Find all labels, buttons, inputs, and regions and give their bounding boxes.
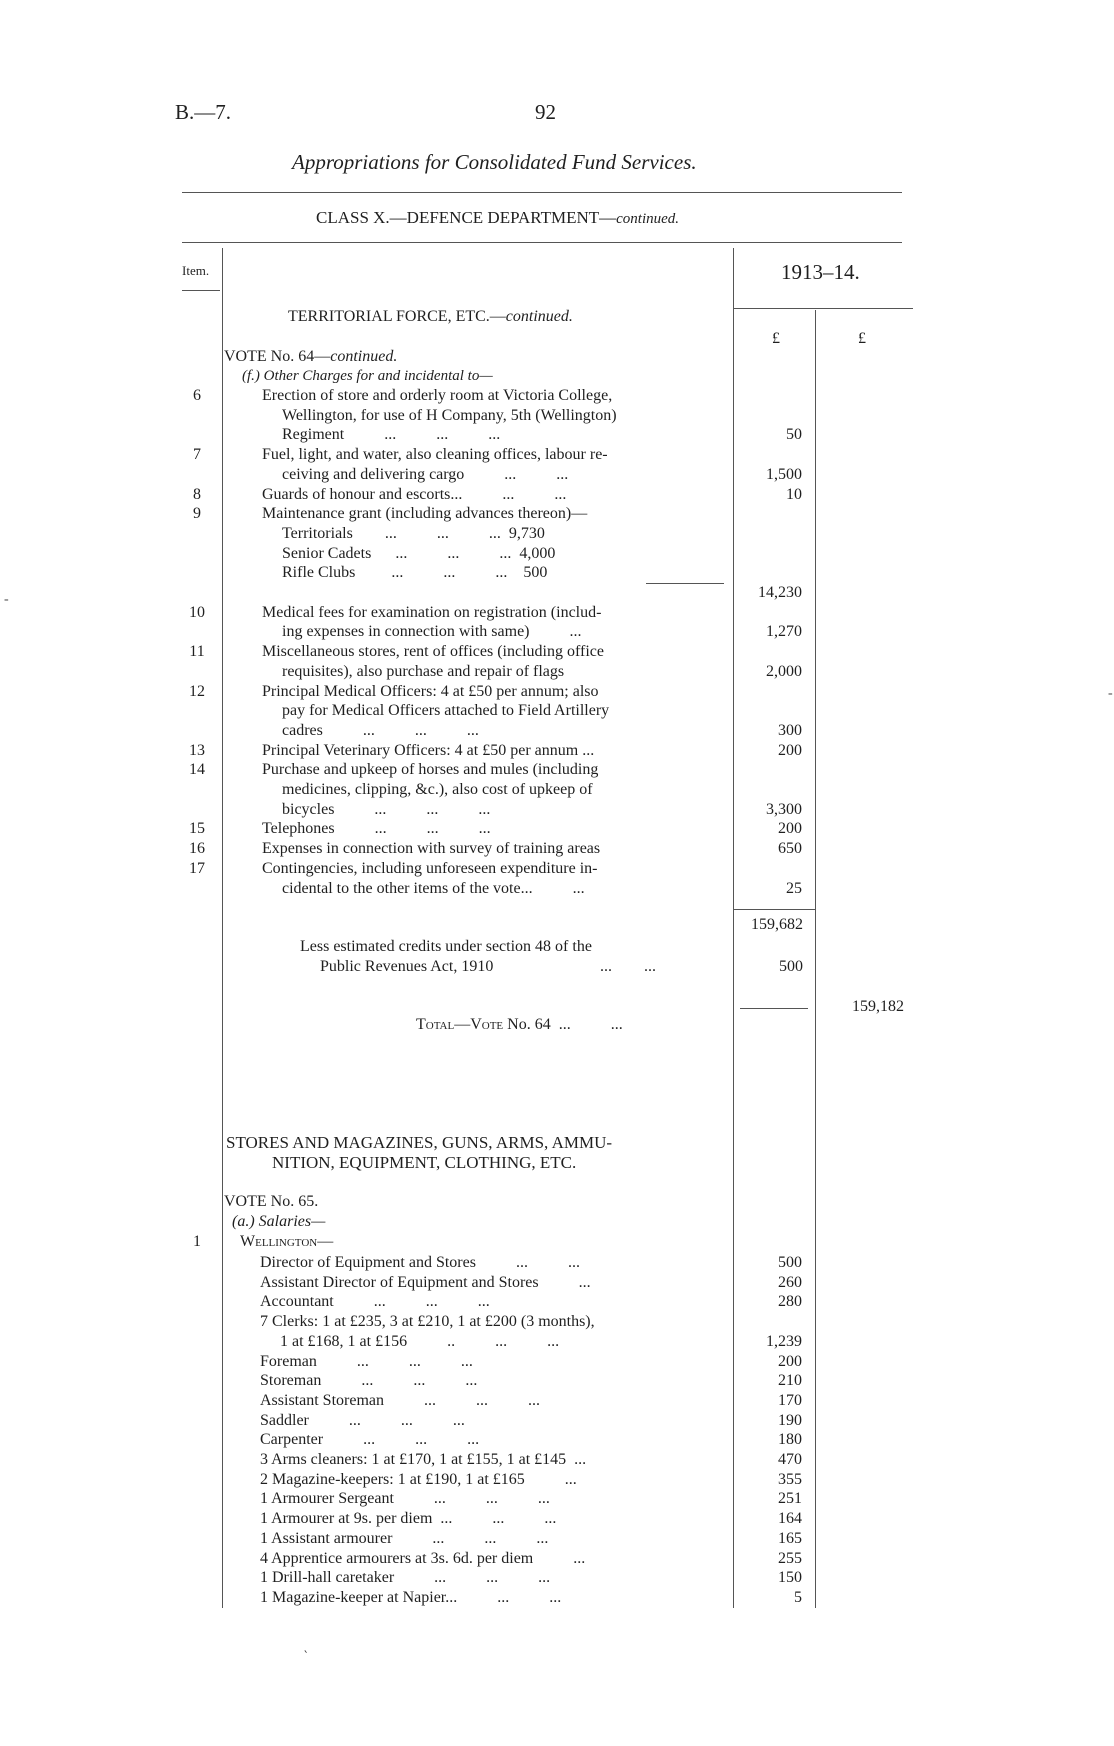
item-number: 15	[189, 820, 205, 838]
table-row	[0, 622, 1114, 642]
table-row	[0, 1371, 1114, 1391]
row-description: Expenses in connection with survey of training areas	[262, 840, 601, 858]
table-row	[0, 819, 1114, 839]
row-description: bicycles ... ... ...	[282, 800, 491, 818]
table-row	[0, 445, 1114, 465]
table-row	[0, 642, 1114, 662]
table-row	[0, 1312, 1114, 1332]
vote64-total-dash	[740, 1008, 808, 1009]
amount-value: 500	[778, 1254, 802, 1271]
table-row	[0, 1332, 1114, 1352]
amount-value: 25	[786, 879, 802, 897]
row-description: 3 Arms cleaners: 1 at £170, 1 at £155, 1 at £145 ...	[260, 1451, 587, 1468]
vote65-heading: VOTE No. 65.	[224, 1193, 319, 1210]
vote64-subheading: (f.) Other Charges for and incidental to—	[242, 368, 493, 384]
vote64-sum-rule	[733, 909, 815, 910]
table-row	[0, 603, 1114, 623]
amount-value: 14,230	[758, 584, 802, 601]
table-row	[0, 485, 1114, 505]
class-heading-suffix: continued.	[616, 211, 680, 227]
table-row	[0, 701, 1114, 721]
amount-value: 1,500	[766, 465, 802, 483]
scan-mark: ‵	[304, 1650, 308, 1665]
item-number: 10	[189, 603, 205, 621]
row-description: Medical fees for examination on registration (includ-	[262, 603, 602, 621]
row-description: Assistant Director of Equipment and Stores ...	[260, 1273, 591, 1291]
page-number: 92	[535, 100, 556, 124]
amount-value: 355	[778, 1470, 802, 1488]
pound-sign-col2: £	[858, 330, 866, 347]
row-description: Contingencies, including unforeseen expenditure in-	[262, 859, 598, 877]
class-heading	[316, 208, 679, 228]
amount-value: 10	[786, 485, 802, 503]
row-description: Saddler ... ... ...	[260, 1411, 465, 1429]
table-row	[0, 465, 1114, 485]
section1-heading-prefix: TERRITORIAL FORCE, ETC.—	[288, 308, 506, 325]
row-description: 4 Apprentice armourers at 3s. 6d. per diem ...	[260, 1549, 586, 1567]
vote64-suffix: continued.	[330, 348, 398, 365]
table-row	[0, 839, 1114, 859]
row-description: 1 Armourer Sergeant ... ... ...	[260, 1490, 550, 1508]
section2-heading-line2: NITION, EQUIPMENT, CLOTHING, ETC.	[272, 1153, 577, 1172]
table-row	[0, 524, 1114, 544]
vote64-heading	[224, 348, 397, 366]
table-row	[0, 583, 1114, 603]
row-description: Erection of store and orderly room at Victoria College,	[262, 387, 613, 404]
table-row	[0, 879, 1114, 899]
amount-value: 255	[778, 1549, 802, 1567]
table-row	[0, 1391, 1114, 1411]
row-description: Assistant Storeman ... ... ...	[260, 1391, 540, 1409]
section2-heading-line1: STORES AND MAGAZINES, GUNS, ARMS, AMMU-	[226, 1133, 613, 1152]
amount-value: 190	[778, 1411, 802, 1429]
row-description: cadres ... ... ...	[282, 721, 479, 739]
item-number: 8	[193, 485, 201, 503]
row-description: Regiment ... ... ...	[282, 426, 501, 444]
scan-mark: -	[4, 592, 9, 607]
table-top-rule	[182, 242, 902, 243]
row-description: 1 Assistant armourer ... ... ...	[260, 1529, 549, 1547]
row-description: Guards of honour and escorts... ... ...	[262, 485, 567, 503]
row-description: Principal Veterinary Officers: 4 at £50 per annum ...	[262, 741, 595, 759]
amount-value: 1,239	[766, 1332, 802, 1350]
table-row	[0, 662, 1114, 682]
less-credits-dots: ... ...	[600, 958, 656, 975]
class-heading-prefix: CLASS X.—DEFENCE DEPARTMENT—	[316, 208, 617, 227]
row-description: Maintenance grant (including advances thereon)—	[262, 505, 588, 523]
table-row	[0, 1292, 1114, 1312]
less-credits-line2: Public Revenues Act, 1910	[320, 958, 494, 975]
item-number: 9	[193, 505, 201, 523]
row-description: cidental to the other items of the vote... ...	[282, 879, 585, 897]
amount-value: 150	[778, 1569, 802, 1587]
table-row	[0, 760, 1114, 780]
row-description: 1 Magazine-keeper at Napier... ... ...	[260, 1588, 562, 1606]
amount-value: 200	[778, 1352, 802, 1370]
amount-value: 164	[778, 1510, 802, 1528]
table-row	[0, 1489, 1114, 1509]
row-description: 1 at £168, 1 at £156 .. ... ...	[280, 1332, 560, 1350]
vote64-total-label	[408, 998, 623, 1034]
row-description: pay for Medical Officers attached to Field Artillery	[282, 702, 610, 720]
row-description: Principal Medical Officers: 4 at £50 per annum; also	[262, 682, 599, 700]
amount-value: 280	[778, 1293, 802, 1311]
amount-value: 1,270	[766, 623, 802, 641]
table-row	[0, 425, 1114, 445]
item-number: 11	[189, 643, 205, 661]
page-title: Appropriations for Consolidated Fund Services.	[292, 150, 697, 174]
amount-value: 165	[778, 1529, 802, 1547]
amount-value: 470	[778, 1451, 802, 1468]
table-row	[0, 1411, 1114, 1431]
table-row	[0, 1430, 1114, 1450]
amount-value: 650	[778, 840, 802, 858]
row-description: medicines, clipping, &c.), also cost of upkeep of	[282, 781, 593, 798]
pound-sign-col1: £	[772, 330, 780, 347]
vote65-item-number: 1	[193, 1233, 201, 1250]
item-number: 16	[189, 840, 205, 858]
vote64-subtotal: 159,682	[751, 916, 803, 933]
row-description: Purchase and upkeep of horses and mules (including	[262, 761, 599, 779]
item-column-header: Item.	[182, 263, 210, 278]
table-row	[0, 780, 1114, 800]
table-row	[0, 1352, 1114, 1372]
row-description: Accountant ... ... ...	[260, 1293, 490, 1311]
table-row	[0, 563, 1114, 583]
item-number: 14	[189, 761, 205, 779]
table-row	[0, 386, 1114, 406]
row-description: Storeman ... ... ...	[260, 1372, 478, 1390]
row-description: Foreman ... ... ...	[260, 1352, 473, 1370]
item-header-underline	[182, 290, 220, 291]
row-description: 1 Armourer at 9s. per diem ... ... ...	[260, 1510, 557, 1528]
row-description: 1 Drill-hall caretaker ... ... ...	[260, 1569, 551, 1587]
vote64-total-value: 159,182	[852, 998, 904, 1015]
table-row	[0, 859, 1114, 879]
section1-heading	[288, 308, 573, 326]
table-row	[0, 544, 1114, 564]
table-row	[0, 1273, 1114, 1293]
document-ref: B.—7.	[175, 100, 232, 124]
row-description: ceiving and delivering cargo ... ...	[282, 465, 569, 483]
amount-value: 200	[778, 741, 802, 759]
row-description: Carpenter ... ... ...	[260, 1431, 480, 1449]
row-description: Wellington, for use of H Company, 5th (Wellington)	[282, 406, 617, 424]
item-number: 12	[189, 682, 205, 700]
less-credits-value: 500	[779, 958, 803, 975]
row-description: 2 Magazine-keepers: 1 at £190, 1 at £165 ...	[260, 1470, 577, 1488]
item-number: 6	[193, 387, 201, 404]
amount-value: 50	[786, 426, 802, 444]
row-description: Telephones ... ... ...	[262, 820, 491, 838]
amount-value: 170	[778, 1391, 802, 1409]
row-description: Miscellaneous stores, rent of offices (including office	[262, 643, 604, 661]
amount-value: 200	[778, 820, 802, 838]
table-row	[0, 1470, 1114, 1490]
amount-value: 180	[778, 1431, 802, 1449]
table-row	[0, 1509, 1114, 1529]
table-row	[0, 682, 1114, 702]
table-row	[0, 800, 1114, 820]
table-row	[0, 1253, 1114, 1273]
row-description: Rifle Clubs ... ... ... 500	[282, 564, 548, 582]
amount-value: 5	[794, 1588, 802, 1606]
amount-value: 3,300	[766, 800, 802, 818]
row-description: Territorials ... ... ... 9,730	[282, 524, 545, 542]
table-row	[0, 406, 1114, 426]
item-number: 17	[189, 859, 205, 877]
table-row	[0, 1588, 1114, 1608]
item-number: 13	[189, 741, 205, 759]
maintenance-subtotal-rule	[646, 583, 724, 584]
scan-mark: -	[1108, 686, 1113, 701]
table-row	[0, 1529, 1114, 1549]
year-header: 1913–14.	[781, 260, 860, 284]
table-row	[0, 741, 1114, 761]
amount-value: 210	[778, 1372, 802, 1390]
item-number: 7	[193, 446, 201, 464]
vote64-total-label-prefix: Total—Vote	[416, 1016, 504, 1033]
amount-value: 2,000	[766, 662, 802, 680]
vote64-prefix: VOTE No. 64—	[224, 348, 331, 365]
amount-value: 251	[778, 1490, 802, 1508]
title-rule	[182, 192, 902, 193]
amount-value: 260	[778, 1273, 802, 1291]
section1-heading-suffix: continued.	[505, 308, 573, 325]
row-description: 7 Clerks: 1 at £235, 3 at £210, 1 at £200 (3 months),	[260, 1313, 595, 1331]
row-description: Senior Cadets ... ... ... 4,000	[282, 544, 556, 562]
row-description: ing expenses in connection with same) ...	[282, 623, 582, 641]
year-header-rule	[733, 308, 913, 309]
vote65-place: Wellington—	[240, 1233, 334, 1250]
table-row	[0, 1549, 1114, 1569]
row-description: Director of Equipment and Stores ... ...	[260, 1254, 580, 1271]
vote64-total-label-suffix: No. 64 ... ...	[507, 1016, 623, 1033]
table-row	[0, 1568, 1114, 1588]
vote65-subheading: (a.) Salaries—	[232, 1213, 326, 1230]
less-credits-line1: Less estimated credits under section 48 of the	[300, 938, 592, 955]
table-row	[0, 721, 1114, 741]
amount-value: 300	[778, 721, 802, 739]
table-row	[0, 504, 1114, 524]
table-row	[0, 1450, 1114, 1470]
row-description: Fuel, light, and water, also cleaning offices, labour re-	[262, 446, 608, 464]
row-description: requisites), also purchase and repair of flags	[282, 662, 565, 680]
